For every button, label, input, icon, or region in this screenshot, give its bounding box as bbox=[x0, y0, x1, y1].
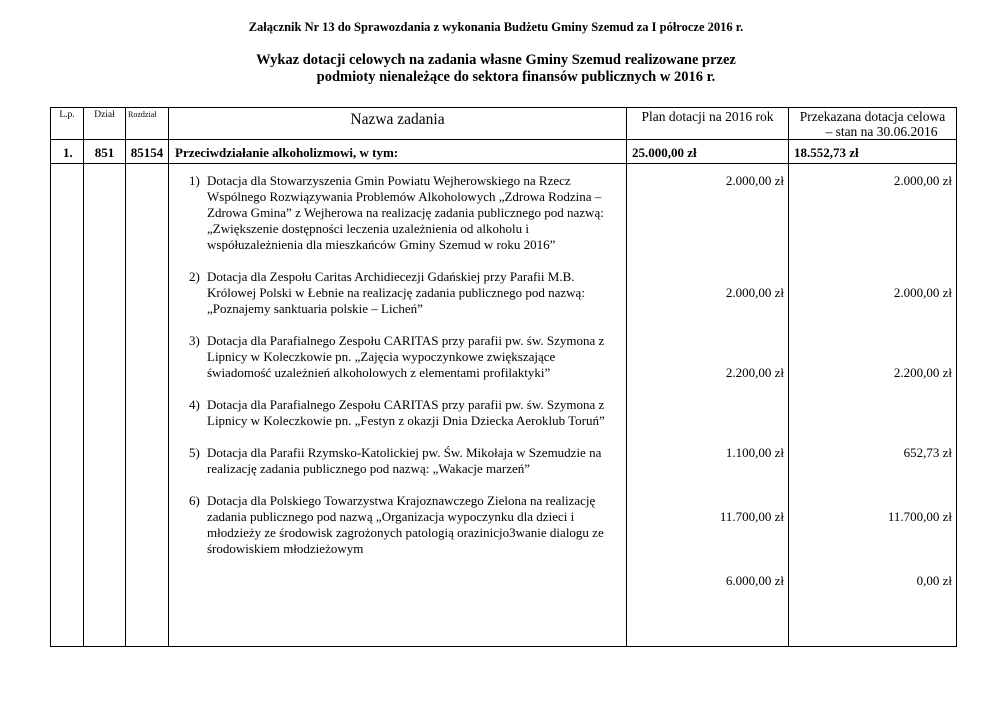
item-number: 5) bbox=[189, 445, 200, 460]
document-title-line1: Wykaz dotacji celowych na zadania własne Gminy Szemud realizowane przez bbox=[256, 52, 736, 68]
list-item bbox=[169, 269, 626, 317]
items-przekazana-cell bbox=[789, 164, 957, 647]
item-przekazana-amount: 2.200,00 zł bbox=[893, 365, 952, 380]
column-header-lp: L.p. bbox=[51, 108, 84, 140]
main-plan: 25.000,00 zł bbox=[627, 140, 789, 164]
table-header-row bbox=[51, 108, 957, 140]
item-number: 4) bbox=[189, 397, 200, 412]
subsidies-table bbox=[50, 107, 957, 647]
column-header-dzial: Dział bbox=[84, 108, 126, 140]
main-lp: 1. bbox=[51, 140, 84, 164]
table-row-main bbox=[51, 140, 957, 164]
item-text: Dotacja dla Parafii Rzymsko-Katolickiej pw. Św. Mikołaja w Szemudzie na realizację zadania publicznego pod nazwą: „Wakacje marzeń” bbox=[207, 445, 602, 476]
item-plan-amount: 2.200,00 zł bbox=[725, 365, 784, 380]
item-number: 6) bbox=[189, 493, 200, 508]
item-przekazana-amount: 2.000,00 zł bbox=[893, 285, 952, 300]
item-plan-amount: 2.000,00 zł bbox=[725, 285, 784, 300]
main-nazwa: Przeciwdziałanie alkoholizmowi, w tym: bbox=[169, 140, 627, 164]
main-dzial: 851 bbox=[84, 140, 126, 164]
item-plan-amount: 1.100,00 zł bbox=[725, 445, 784, 460]
annex-title: Załącznik Nr 13 do Sprawozdania z wykonania Budżetu Gminy Szemud za I półrocze 2016 r. bbox=[248, 20, 744, 34]
main-przekazana: 18.552,73 zł bbox=[789, 140, 957, 164]
item-przekazana-amount: 0,00 zł bbox=[916, 573, 952, 588]
item-plan-amount: 6.000,00 zł bbox=[725, 573, 784, 588]
document-title-line2: podmioty nienależące do sektora finansów publicznych w 2016 r. bbox=[316, 69, 716, 85]
list-item bbox=[169, 397, 626, 429]
column-header-przekazana-line1: Przekazana dotacja celowa bbox=[799, 109, 946, 124]
column-header-plan: Plan dotacji na 2016 rok bbox=[627, 108, 789, 140]
items-plan-cell bbox=[627, 164, 789, 647]
list-item bbox=[169, 333, 626, 381]
items-lp-cell bbox=[51, 164, 84, 647]
items-dzial-cell bbox=[84, 164, 126, 647]
item-text: Dotacja dla Parafialnego Zespołu CARITAS przy parafii pw. św. Szymona z Lipnicy w Koleczkowie pn. „Festyn z okazji Dnia Dziecka Aeroklub Toruń” bbox=[207, 397, 605, 428]
item-text: Dotacja dla Polskiego Towarzystwa Krajoznawczego Zielona na realizację zadania publicznego pod nazwą „Organizacja wypoczynku dla dzieci i młodzieży ze środowisk zagrożonych patologią orazinicjo3wanie dialogu ze środowiskiem młodzieżowym bbox=[207, 493, 604, 556]
item-number: 2) bbox=[189, 269, 200, 284]
item-przekazana-amount: 11.700,00 zł bbox=[887, 509, 952, 524]
item-text: Dotacja dla Stowarzyszenia Gmin Powiatu Wejherowskiego na Rzecz Wspólnego Rozwiązywania Problemów Alkoholowych „Zdrowa Rodzina – Zdrowa Gmina” z Wejherowa na realizację zadania publicznego pod nazwą: „Zwiększenie dostępności leczenia uzależnienia od alkoholu i współuzależnienia dla mieszkańców Gminy Szemud w roku 2016” bbox=[207, 173, 604, 252]
column-header-nazwa: Nazwa zadania bbox=[169, 108, 627, 140]
column-header-rozdzial: Rozdział bbox=[126, 108, 169, 140]
column-header-przekazana bbox=[789, 108, 957, 140]
main-rozdzial: 85154 bbox=[126, 140, 169, 164]
item-text: Dotacja dla Parafialnego Zespołu CARITAS przy parafii pw. św. Szymona z Lipnicy w Koleczkowie pn. „Zajęcia wypoczynkowe zwiększające świadomość uzależnień alkoholowych z elementami profilaktyki” bbox=[207, 333, 605, 380]
item-przekazana-amount: 652,73 zł bbox=[903, 445, 952, 460]
items-name-cell bbox=[169, 164, 627, 647]
item-plan-amount: 2.000,00 zł bbox=[725, 173, 784, 188]
document-title bbox=[0, 52, 992, 86]
table-row-items bbox=[51, 164, 957, 647]
item-number: 1) bbox=[189, 173, 200, 188]
item-plan-amount: 11.700,00 zł bbox=[719, 509, 784, 524]
list-item bbox=[169, 173, 626, 253]
list-item bbox=[169, 493, 626, 557]
column-header-przekazana-line2: – stan na 30.06.2016 bbox=[825, 124, 938, 139]
list-item bbox=[169, 445, 626, 477]
item-number: 3) bbox=[189, 333, 200, 348]
item-text: Dotacja dla Zespołu Caritas Archidiecezji Gdańskiej przy Parafii M.B. Królowej Polski w Łebnie na realizację zadania publicznego pod nazwą: „Poznajemy sanktuaria polskie – Licheń” bbox=[207, 269, 585, 316]
items-rozdzial-cell bbox=[126, 164, 169, 647]
item-przekazana-amount: 2.000,00 zł bbox=[893, 173, 952, 188]
